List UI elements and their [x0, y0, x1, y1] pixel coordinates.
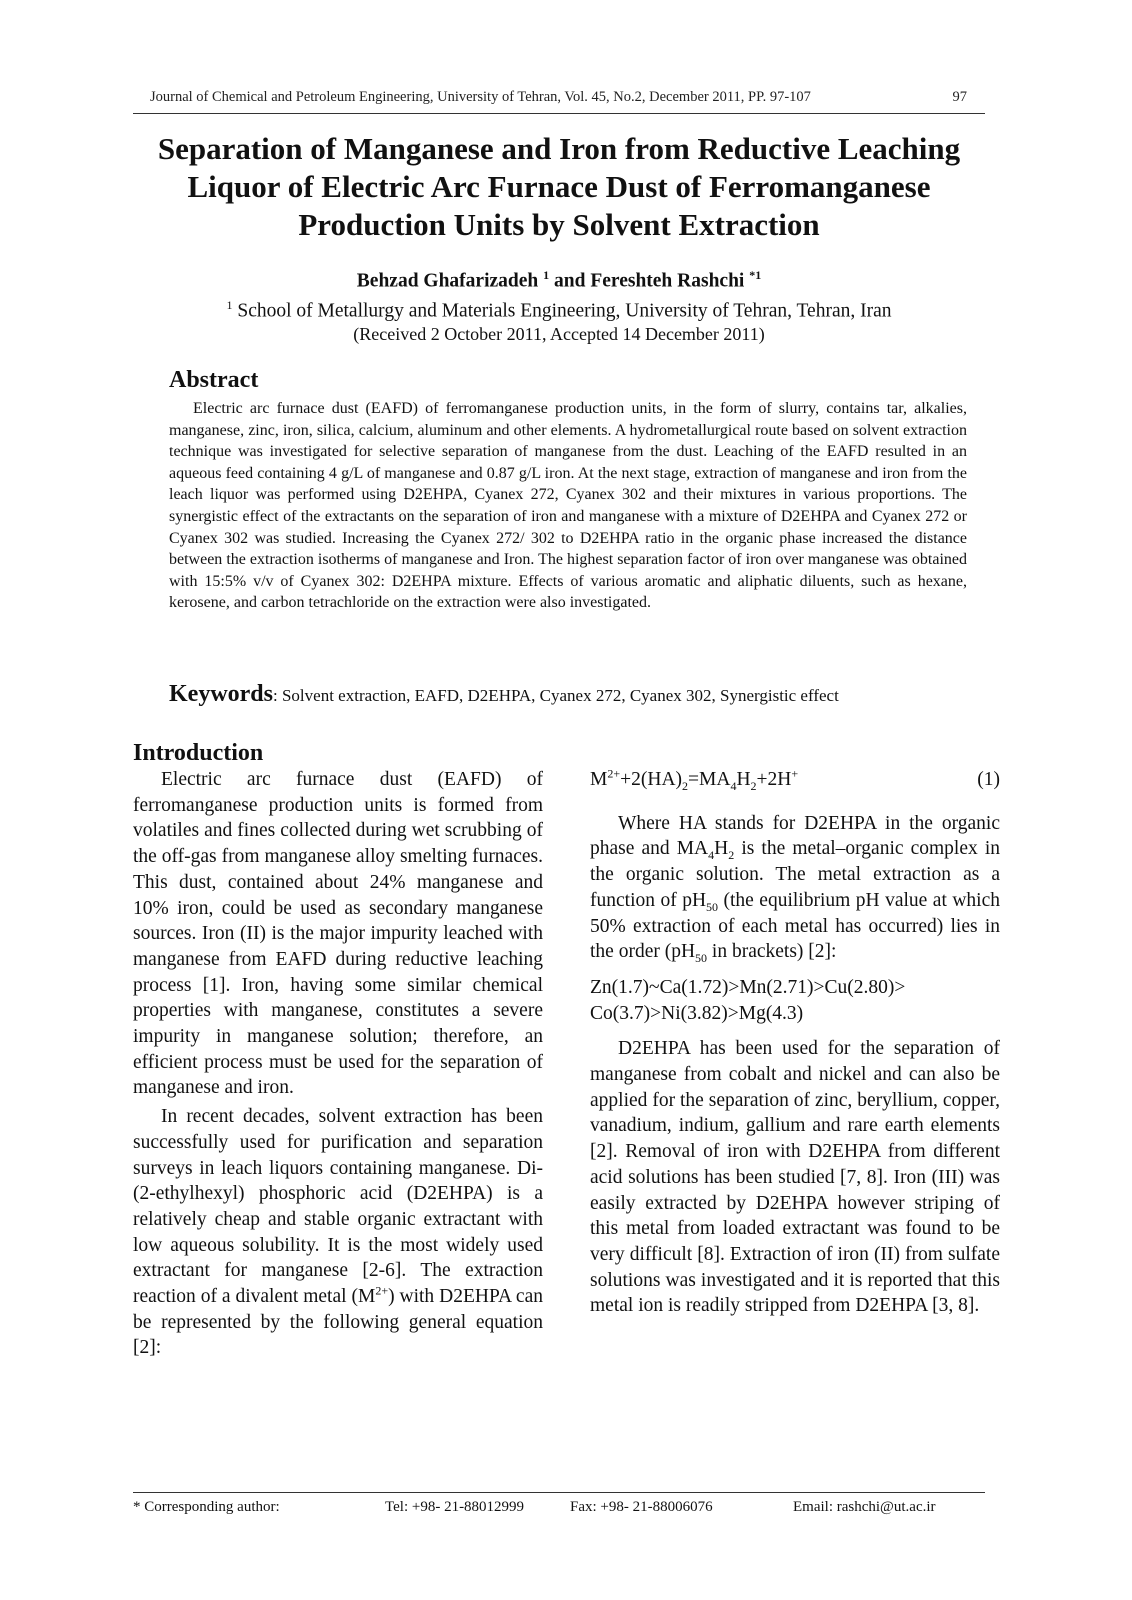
subscript: 2 [728, 848, 735, 863]
footnote [133, 1499, 985, 1519]
subscript: 4 [708, 848, 715, 863]
author-name: Behzad Ghafarizadeh [356, 270, 539, 292]
fax: Fax: +98- 21-88006076 [570, 1499, 713, 1515]
author-name: Fereshteh Rashchi [590, 270, 745, 292]
text-run: (the equilibrium pH value at which 50% extraction of each metal has occurred) lies in the order (pH [590, 889, 1001, 963]
eq-sup: 2+ [607, 766, 621, 781]
left-column [133, 767, 543, 1361]
paper-title: Separation of Manganese and Iron from Reductive Leaching Liquor of Electric Arc Furnace Dust of Ferromanganese Production Units by Solvent Extraction [157, 131, 961, 242]
eq-term: M [590, 769, 608, 790]
header-rule [133, 113, 985, 114]
eq-sub: 4 [730, 778, 737, 793]
text-run: In recent decades, solvent extraction has been successfully used for purification and separation surveys in leach liquors containing manganese. Di-(2-ethylhexyl) phosphoric acid (D2EHPA) is a relatively cheap and stable organic extractant with low aqueous solubility. It is the most widely used extractant for manganese [2-6]. The extraction reaction of a divalent metal (M [133, 1106, 543, 1308]
order-line: Zn(1.7)~Ca(1.72)>Mn(2.71)>Cu(2.80)> [590, 976, 906, 998]
order-line: Co(3.7)>Ni(3.82)>Mg(4.3) [590, 1002, 804, 1024]
equation-number: (1) [977, 769, 1000, 790]
email: Email: rashchi@ut.ac.ir [793, 1499, 936, 1515]
corresponding-author-label: * Corresponding author: [133, 1499, 280, 1515]
eq-term: +2(HA) [620, 769, 683, 790]
author-conjunction: and [554, 270, 586, 292]
text-run: Where HA stands for D2EHPA in the organic phase and MA [590, 812, 1000, 860]
eq-term: +2H [756, 769, 792, 790]
eq-sup: + [791, 766, 799, 781]
intro-paragraph: Electric arc furnace dust (EAFD) of ferromanganese production units is formed from volatiles and fines collected during wet scrubbing of the off-gas from manganese alloy smelting furnaces. This dust, contained about 24% manganese and 10% iron, could be used as secondary manganese sources. Iron (II) is the major impurity leached with manganese from EAFD during reductive leaching process [1]. Iron, having some similar chemical properties with manganese, constitutes a severe impurity in manganese solution; therefore, an efficient process must be used for the separation of manganese and iron. [133, 769, 543, 1099]
eq-term: H [736, 769, 751, 790]
eq-term: =MA [688, 769, 731, 790]
keywords-label: Keywords [169, 681, 273, 707]
text-run: in brackets) [2]: [707, 941, 837, 963]
affil-mark: 1 [226, 298, 233, 312]
intro-paragraph [590, 811, 1000, 965]
superscript: 2+ [375, 1283, 389, 1298]
text-run: ) with D2EHPA can be represented by the following general equation [2]: [133, 1286, 543, 1359]
keywords-text: : Solvent extraction, EAFD, D2EHPA, Cyanex 272, Cyanex 302, Synergistic effect [273, 686, 839, 705]
footnote-rule [133, 1492, 985, 1493]
ph50-order [590, 975, 1000, 1026]
abstract-text: Electric arc furnace dust (EAFD) of ferromanganese production units, in the form of slurry, contains tar, alkalies, manganese, zinc, iron, silica, calcium, aluminum and other elements. A hydrometallurgical route based on solvent extraction technique was investigated for selective separation of manganese from the dust. Leaching of the EAFD resulted in an aqueous feed containing 4 g/L of manganese and 0.87 g/L iron. At the next stage, extraction of manganese and iron from the leach liquor was performed using D2EHPA, Cyanex 272, Cyanex 302 and their mixtures in various proportions. The synergistic effect of the extractants on the separation of iron and manganese with a mixture of D2EHPA and Cyanex 272 or Cyanex 302 was studied. Increasing the Cyanex 272/ 302 to D2EHPA ratio in the organic phase increased the distance between the extraction isotherms of manganese and Iron. The highest separation factor of iron over manganese was obtained with 15:5% v/v of Cyanex 302: D2EHPA mixture. Effects of various aromatic and aliphatic diluents, such as hexane, kerosene, and carbon tetrachloride on the extraction were also investigated. [169, 400, 967, 612]
author-affil-mark: 1 [543, 268, 550, 282]
subscript: 50 [706, 899, 719, 914]
journal-citation: Journal of Chemical and Petroleum Engineering, University of Tehran, Vol. 45, No.2, December 2011, PP. 97-107 [150, 89, 811, 105]
abstract-heading: Abstract [169, 367, 259, 393]
text-run: H [714, 838, 729, 860]
eq-sub: 2 [682, 778, 689, 793]
telephone: Tel: +98- 21-88012999 [385, 1499, 525, 1515]
text-run: is the metal–organic complex in the organic solution. The metal extraction as a function of pH [590, 838, 1000, 911]
introduction-heading: Introduction [133, 740, 264, 766]
intro-paragraph [133, 1104, 543, 1361]
keywords [169, 682, 967, 708]
intro-paragraph: D2EHPA has been used for the separation of manganese from cobalt and nickel and can also be applied for the separation of zinc, beryllium, copper, vanadium, indium, gallium and rare earth elements [2]. Removal of iron with D2EHPA from different acid solutions has been studied [7, 8]. Iron (III) was easily extracted by D2EHPA however striping of this metal from loaded extractant was found to be very difficult [8]. Extraction of iron (II) from sulfate solutions was investigated and it is reported that this metal ion is readily stripped from D2EHPA [3, 8]. [590, 1038, 1000, 1317]
received-dates: (Received 2 October 2011, Accepted 14 December 2011) [353, 324, 765, 344]
page-number: 97 [952, 89, 967, 105]
affiliation [133, 298, 985, 323]
author-affil-mark: *1 [749, 268, 762, 282]
equation-1 [590, 767, 1000, 793]
eq-sub: 2 [750, 778, 757, 793]
affil-text: School of Metallurgy and Materials Engineering, University of Tehran, Tehran, Iran [237, 300, 892, 322]
author-line [133, 268, 985, 293]
right-column [590, 767, 1000, 1319]
subscript: 50 [695, 951, 708, 966]
